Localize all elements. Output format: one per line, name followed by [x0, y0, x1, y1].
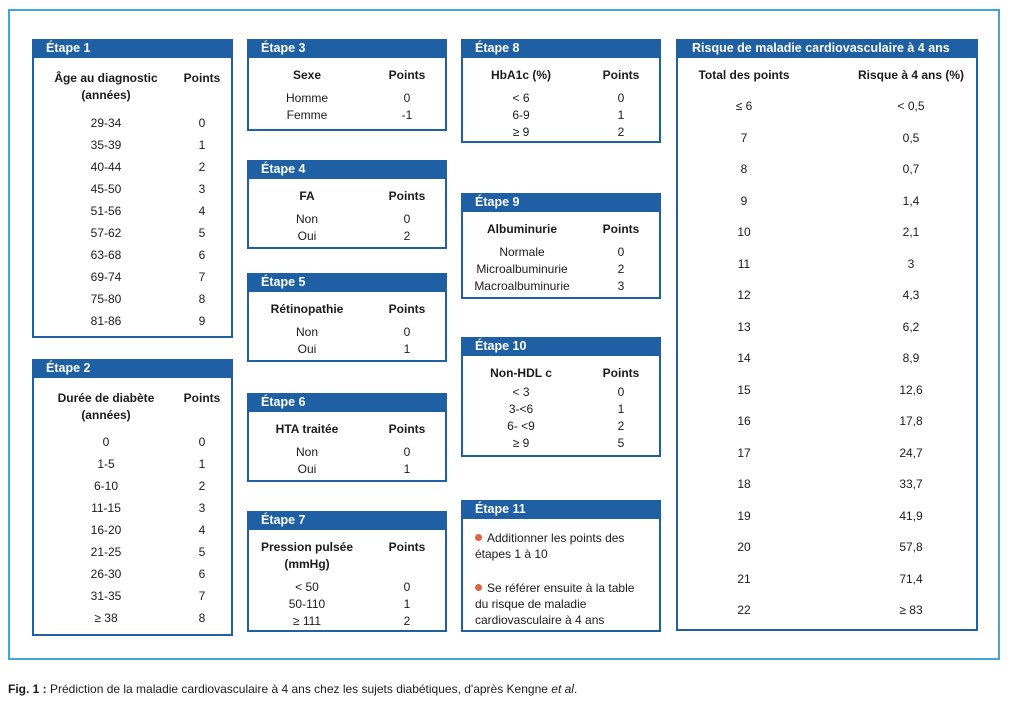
- etape8-title: Étape 8: [461, 39, 661, 58]
- risque-row-label: 16: [737, 414, 751, 428]
- etape4-panel: [247, 160, 447, 249]
- etape9-panel: [461, 193, 661, 299]
- etape2-row-label: 11-15: [91, 501, 121, 515]
- risque-row-value: 3: [907, 256, 915, 271]
- etape1-row-label: 40-44: [90, 160, 122, 174]
- risque-col2: Risque à 4 ans (%): [857, 68, 965, 82]
- etape9-row-value: 3: [617, 279, 625, 293]
- etape3-row-label: Homme: [285, 91, 328, 105]
- etape8-col2: Points: [602, 68, 640, 82]
- etape7-row-label: < 50: [295, 580, 319, 594]
- risque-row-value: 17,8: [899, 414, 923, 428]
- risque-row-label: 13: [737, 319, 751, 334]
- etape1-title: Étape 1: [32, 39, 233, 58]
- etape2-row-value: 6: [198, 567, 206, 581]
- etape2-title: Étape 2: [32, 359, 233, 378]
- etape11-title: Étape 11: [461, 500, 661, 519]
- etape2-row-value: 5: [198, 545, 206, 559]
- etape1-row-value: 3: [198, 182, 206, 196]
- risque-title: Risque de maladie cardiovasculaire à 4 ans: [676, 39, 978, 58]
- risque-row-label: 9: [740, 193, 748, 208]
- etape7-col1b: (mmHg): [284, 557, 330, 571]
- etape2-row-value: 4: [198, 523, 206, 537]
- etape9-title: Étape 9: [461, 193, 661, 212]
- etape2-row-label: 6-10: [93, 479, 119, 493]
- etape9-row-label: Microalbuminurie: [476, 262, 568, 276]
- risque-row-label: 7: [740, 130, 748, 145]
- etape2-row-value: 1: [198, 457, 206, 471]
- etape8-row-label: < 6: [512, 91, 530, 105]
- risque-row-label: 15: [737, 382, 751, 397]
- etape4-row-value: 2: [403, 229, 411, 243]
- etape6-panel: [247, 393, 447, 482]
- etape10-col2: Points: [602, 366, 640, 380]
- etape1-col2: Points: [183, 71, 221, 85]
- etape10-title: Étape 10: [461, 337, 661, 356]
- risque-row-label: 21: [737, 571, 751, 586]
- etape2-row-label: 21-25: [90, 545, 122, 559]
- etape8-row-label: 6-9: [512, 108, 530, 122]
- etape7-title: Étape 7: [247, 511, 447, 530]
- etape10-row-value: 2: [617, 419, 625, 433]
- etape4-row-value: 0: [403, 212, 411, 226]
- etape2-col1: Durée de diabète: [57, 391, 155, 405]
- etape10-row-value: 5: [617, 436, 625, 450]
- etape9-col1: Albuminurie: [486, 222, 557, 236]
- etape1-row-label: 45-50: [90, 182, 122, 196]
- etape10-row-label: ≥ 9: [512, 436, 530, 450]
- caption-end: .: [573, 682, 578, 696]
- etape10-col1: Non-HDL c: [490, 366, 552, 380]
- etape5-row-value: 0: [403, 325, 411, 339]
- etape2-row-label: 16-20: [90, 523, 122, 537]
- etape7-col2: Points: [388, 540, 426, 554]
- etape7-row-value: 0: [403, 580, 411, 594]
- etape1-row-value: 8: [198, 292, 206, 306]
- etape2-row-value: 3: [198, 501, 206, 515]
- risque-row-value: 24,7: [899, 445, 923, 460]
- etape6-row-label: Non: [295, 445, 318, 459]
- risque-row-value: 12,6: [899, 382, 923, 397]
- bullet-icon: [475, 584, 482, 591]
- etape7-row-label: ≥ 111: [292, 614, 322, 628]
- etape2-row-label: 31-35: [90, 589, 122, 603]
- etape2-row-label: ≥ 38: [94, 611, 118, 625]
- risque-row-label: 19: [737, 508, 751, 523]
- etape6-title: Étape 6: [247, 393, 447, 412]
- etape7-col1: Pression pulsée: [260, 540, 354, 554]
- etape8-row-label: ≥ 9: [512, 125, 530, 139]
- etape1-row-label: 69-74: [90, 270, 122, 284]
- etape11-panel: [461, 500, 661, 632]
- etape3-col2: Points: [388, 68, 426, 82]
- etape7-row-value: 1: [403, 597, 411, 611]
- risque-row-value: 2,1: [902, 225, 920, 239]
- etape11-item-2: [475, 580, 651, 628]
- risque-row-value: < 0,5: [897, 99, 925, 113]
- risque-row-value: 6,2: [902, 319, 920, 334]
- etape9-row-value: 2: [617, 262, 625, 276]
- etape1-row-label: 29-34: [90, 116, 122, 130]
- etape5-row-value: 1: [403, 342, 411, 356]
- etape9-col2: Points: [602, 222, 640, 236]
- etape1-row-value: 1: [198, 138, 206, 152]
- etape2-row-value: 8: [198, 611, 206, 625]
- etape4-title: Étape 4: [247, 160, 447, 179]
- etape8-col1: HbA1c (%): [490, 68, 551, 82]
- etape11-item-1-text: Additionner les points des étapes 1 à 10: [475, 531, 625, 561]
- etape3-title: Étape 3: [247, 39, 447, 58]
- etape5-col1: Rétinopathie: [270, 302, 344, 316]
- etape11-item-1: [475, 530, 651, 562]
- etape6-row-value: 1: [403, 462, 411, 476]
- etape1-panel: [32, 39, 233, 338]
- etape2-col2: Points: [183, 391, 221, 405]
- risque-col1: Total des points: [698, 68, 790, 82]
- etape1-row-label: 57-62: [90, 226, 122, 240]
- etape7-panel: [247, 511, 447, 632]
- caption-text: Prédiction de la maladie cardiovasculaire à 4 ans chez les sujets diabétiques, d'après Kengne: [46, 682, 552, 696]
- etape1-col1b: (années): [81, 88, 131, 102]
- etape9-row-label: Macroalbuminurie: [474, 279, 570, 293]
- etape4-row-label: Non: [295, 212, 318, 226]
- etape5-col2: Points: [388, 302, 426, 316]
- etape2-row-value: 2: [198, 479, 206, 493]
- etape6-col1: HTA traitée: [275, 422, 339, 436]
- etape1-row-label: 63-68: [90, 248, 122, 262]
- risque-row-value: 8,9: [902, 351, 920, 365]
- etape9-row-value: 0: [617, 245, 625, 259]
- etape5-row-label: Non: [295, 325, 318, 339]
- etape10-row-value: 0: [617, 385, 625, 399]
- etape10-row-label: < 3: [512, 385, 530, 399]
- risque-row-value: 33,7: [899, 477, 923, 491]
- etape3-col1: Sexe: [292, 68, 322, 82]
- caption-label: Fig. 1 :: [8, 682, 47, 696]
- etape6-col2: Points: [388, 422, 426, 436]
- etape2-row-value: 0: [198, 435, 206, 449]
- etape1-row-label: 51-56: [90, 204, 122, 218]
- etape4-col2: Points: [388, 189, 426, 203]
- etape5-panel: [247, 273, 447, 362]
- etape8-row-value: 2: [617, 125, 625, 139]
- etape8-row-value: 0: [617, 91, 625, 105]
- etape2-row-value: 7: [198, 589, 206, 603]
- risque-panel: [676, 39, 978, 631]
- risque-row-label: 8: [740, 162, 748, 176]
- etape6-row-value: 0: [403, 445, 411, 459]
- risque-row-label: 14: [737, 351, 751, 365]
- etape3-row-label: Femme: [286, 108, 328, 122]
- etape1-row-value: 0: [198, 116, 206, 130]
- risque-row-label: 10: [737, 225, 751, 239]
- etape6-row-label: Oui: [297, 462, 317, 476]
- etape11-item-2-text: Se référer ensuite à la table du risque de maladie cardiovasculaire à 4 ans: [475, 581, 635, 627]
- etape3-panel: [247, 39, 447, 131]
- risque-row-value: 71,4: [899, 571, 923, 586]
- etape1-row-value: 4: [198, 204, 206, 218]
- risque-row-label: 12: [737, 288, 751, 302]
- etape1-row-value: 5: [198, 226, 206, 240]
- risque-row-label: ≤ 6: [735, 99, 753, 113]
- figure-caption: [8, 682, 577, 696]
- etape10-panel: [461, 337, 661, 457]
- etape2-row-label: 0: [102, 435, 110, 449]
- etape2-row-label: 26-30: [90, 567, 122, 581]
- etape1-row-label: 81-86: [90, 314, 122, 328]
- etape8-panel: [461, 39, 661, 143]
- risque-row-value: 0,5: [902, 130, 920, 145]
- etape2-col1b: (années): [81, 408, 131, 422]
- etape9-row-label: Normale: [499, 245, 545, 259]
- etape2-row-label: 1-5: [97, 457, 115, 471]
- etape1-row-value: 7: [198, 270, 206, 284]
- risque-row-value: 1,4: [902, 193, 920, 208]
- etape10-row-label: 6- <9: [507, 419, 535, 433]
- etape1-row-label: 35-39: [90, 138, 122, 152]
- etape3-row-value: -1: [401, 108, 413, 122]
- etape3-row-value: 0: [403, 91, 411, 105]
- etape1-row-value: 2: [198, 160, 206, 174]
- etape4-col1: FA: [299, 189, 315, 203]
- risque-row-value: ≥ 83: [899, 603, 923, 617]
- caption-italic: et al: [551, 682, 574, 696]
- risque-row-label: 18: [737, 477, 751, 491]
- etape1-row-value: 6: [198, 248, 206, 262]
- risque-row-label: 20: [737, 540, 751, 554]
- etape7-row-label: 50-110: [288, 597, 326, 611]
- risque-row-label: 22: [737, 603, 751, 617]
- risque-row-label: 17: [737, 445, 751, 460]
- etape1-col1: Âge au diagnostic: [54, 71, 158, 85]
- bullet-icon: [475, 534, 482, 541]
- etape5-row-label: Oui: [297, 342, 317, 356]
- etape10-row-value: 1: [617, 402, 625, 416]
- etape10-row-label: 3-<6: [508, 402, 534, 416]
- etape8-row-value: 1: [617, 108, 625, 122]
- risque-row-value: 41,9: [899, 508, 923, 523]
- risque-row-value: 0,7: [902, 162, 920, 176]
- etape7-row-value: 2: [403, 614, 411, 628]
- etape5-title: Étape 5: [247, 273, 447, 292]
- etape2-panel: [32, 359, 233, 636]
- risque-row-value: 57,8: [899, 540, 923, 554]
- etape1-row-label: 75-80: [90, 292, 122, 306]
- etape1-row-value: 9: [198, 314, 206, 328]
- etape4-row-label: Oui: [297, 229, 317, 243]
- risque-row-label: 11: [737, 256, 751, 271]
- risque-row-value: 4,3: [902, 288, 920, 302]
